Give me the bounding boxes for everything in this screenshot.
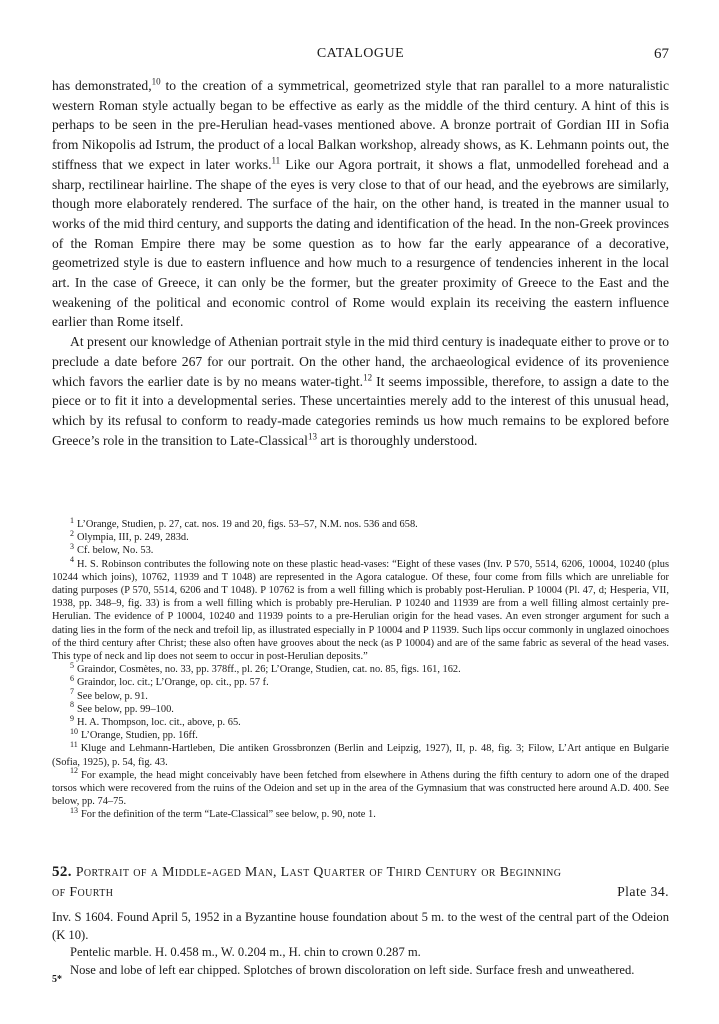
plate-reference: Plate 34. bbox=[617, 884, 669, 899]
footnote-text: L’Orange, Studien, p. 27, cat. nos. 19 and 20, figs. 53–57, N.M. nos. 536 and 658. bbox=[77, 519, 418, 530]
paragraph-1 bbox=[52, 76, 669, 332]
footnote bbox=[52, 515, 669, 531]
footnote bbox=[52, 555, 669, 664]
footnote-number: 8 bbox=[70, 700, 74, 710]
entry-heading bbox=[52, 862, 669, 882]
entry-inventory: Inv. S 1604. Found April 5, 1952 in a Byzantine house foundation about 5 m. to the west of the central part of the Odeion (K 10). bbox=[52, 910, 669, 942]
footnote-text: Graindor, loc. cit.; L’Orange, op. cit., pp. 57 f. bbox=[77, 677, 269, 689]
footnote-number: 6 bbox=[70, 673, 74, 683]
footnote-ref-10: 10 bbox=[151, 76, 161, 87]
footnote-text: H. S. Robinson contributes the following note on these plastic head-vases: “Eight of these vases (Inv. P 570, 5514, 6206, 10004, 10240 (plus 10244 which joins), 10762, 11939 and T 1048) are represented in the Agora catalogue. Of these, four come from fills which are unreliable for dating purposes (P 570, 5514, 6206 and T 1048). P 10762 is from a well filling which is probably post-Herulian. P 10004 (Pl. 47, d; Hesperia, VII, 1938, pp. 348–9, fig. 33) is from a well filling which is probably pre-Herulian. P 10240 and 11939 are from a well filling almost certainly pre-Herulian. The evidence of P 10004, 10240 and 11939 points to a pre-Herulian origin for the head vases. An even stronger argument for such a dating lies in the form of the neck and trefoil lip, as illustrated especially in P 10004 and P 11939. Such lips occur commonly in unglazed oinochoes of the third century after Christ; these also often have grooves about the neck (as P 10004) and are of the same fabric as several of the head vases. This type of neck and lip does not seem to occur in post-Herulian deposits.” bbox=[52, 558, 669, 663]
footnote-text: H. A. Thompson, loc. cit., above, p. 65. bbox=[77, 717, 241, 729]
footnote bbox=[52, 541, 669, 557]
footnote bbox=[52, 726, 669, 742]
footnote-number: 5 bbox=[70, 660, 74, 670]
footnote bbox=[52, 687, 669, 703]
footnote-number: 7 bbox=[70, 687, 74, 697]
footnote bbox=[52, 660, 669, 676]
footnote-number: 10 bbox=[70, 726, 78, 736]
footnote bbox=[52, 673, 669, 689]
footnote bbox=[52, 766, 669, 809]
entry-title-line-1: Portrait of a Middle-aged Man, Last Quarter of Third Century or Beginning bbox=[75, 864, 562, 879]
footnote-number: 2 bbox=[70, 528, 74, 538]
catalogue-entry bbox=[52, 862, 669, 979]
footnote-text: Olympia, III, p. 249, 283d. bbox=[77, 532, 189, 544]
text-run: Like our Agora portrait, it shows a flat, unmodelled forehead and a sharp, rectilinear hairline. The shape of the eyes is very close to that of our head, and the eyebrows are similarly, though more elaborately rendered. The surface of the hair, on the other hand, is treated in the manner usual to works of the mid third century, and supports the dating and identification of the head. In the non-Greek provinces of the Roman Empire there may be some question as to how far the early appearance of a decorative, geometrized style is due to eastern influence and how much to a resurgence of tendencies inherent in the local art. In the case of Greece, it can only be the former, but the greater proximity of Greece to the East and the weakening of the political and economic control of Rome would explain its receiving the eastern influence earlier than Rome itself. bbox=[52, 156, 670, 330]
text-run: to the creation of a symmetrical, geometrized style that ran parallel to a more naturalistic western Roman style actually began to be effective as early as the middle of the third century. A hint of this is perhaps to be seen in the pre-Herulian head-vases mentioned above. A bronze portrait of Gordian III in Sofia from Nikopolis ad Istrum, the product of a local Balkan workshop, already shows, as K. Lehmann points out, the stiffness that we expect in later works. bbox=[52, 78, 669, 172]
footnote-ref-11: 11 bbox=[271, 155, 281, 166]
page-number: 67 bbox=[654, 46, 669, 62]
footnote-number: 13 bbox=[70, 806, 78, 815]
signature-mark: 5* bbox=[52, 974, 62, 985]
footnote-text: See below, pp. 99–100. bbox=[77, 703, 174, 715]
footnote-text: L’Orange, Studien, pp. 16ff. bbox=[81, 730, 198, 742]
footnote-text: For the definition of the term “Late-Classical” see below, p. 90, note 1. bbox=[81, 809, 376, 821]
text-run: has demonstrated, bbox=[52, 78, 152, 93]
entry-heading-line-2 bbox=[52, 882, 669, 902]
footnote-text: Cf. below, No. 53. bbox=[77, 545, 154, 557]
paragraph-2 bbox=[52, 332, 669, 450]
running-head bbox=[52, 46, 669, 64]
text-run: art is thoroughly understood. bbox=[316, 432, 478, 448]
footnote bbox=[52, 808, 669, 821]
footnote-ref-12: 12 bbox=[363, 372, 373, 383]
footnote-text: See below, p. 91. bbox=[77, 690, 148, 702]
footnote-text: Graindor, Cosmètes, no. 33, pp. 378ff., pl. 26; L’Orange, Studien, cat. no. 85, figs. 161, 162. bbox=[77, 664, 461, 676]
footnotes bbox=[52, 515, 669, 822]
text-run: At present our knowledge of Athenian portrait style in the mid third century is inadequate either to prove or to preclude a date before 267 for our portrait. On the other hand, the archaeological evidence of its provenience which favors the earlier date is by no means water-tight. bbox=[52, 334, 669, 389]
footnote-text: Kluge and Lehmann-Hartleben, Die antiken Grossbronzen (Berlin and Leipzig, 1927), II, p. 48, fig. 3; Filow, L’Art antique en Bulgarie (Sofia, 1925), p. 54, fig. 43. bbox=[52, 743, 669, 768]
entry-title-line-2: of Fourth bbox=[52, 884, 114, 899]
footnote-number: 11 bbox=[70, 739, 78, 749]
entry-condition: Nose and lobe of left ear chipped. Splotches of brown discoloration on left side. Surface fresh and unweathered. bbox=[70, 962, 635, 977]
footnote bbox=[52, 700, 669, 716]
footnote bbox=[52, 528, 669, 544]
text-run: It seems impossible, therefore, to assign a date to the piece or to fit it into a developmental series. These uncertainties merely add to the interest of this unusual head, which by its refusal to conform to ready-made categories reminds us how much remains to be explored before Greece’s role in the transition to Late-Classical bbox=[52, 373, 669, 448]
footnote-number: 1 bbox=[70, 515, 74, 525]
footnote-number: 3 bbox=[70, 541, 74, 551]
footnote-number: 4 bbox=[70, 555, 74, 565]
main-text bbox=[52, 76, 669, 450]
footnote-text: For example, the head might conceivably have been fetched from elsewhere in Athens during the fifth century to adorn one of the draped torsos which were recovered from the ruins of the Odeion and set up in the area of the Gymnasium that was constructed here around A.D. 400. See below, pp. 74–75. bbox=[52, 769, 669, 808]
footnote-ref-13: 13 bbox=[307, 431, 317, 442]
entry-details bbox=[52, 909, 669, 979]
footnote bbox=[52, 739, 669, 768]
running-title: CATALOGUE bbox=[316, 46, 405, 61]
entry-number: 52. bbox=[52, 864, 72, 880]
entry-material: Pentelic marble. H. 0.458 m., W. 0.204 m., H. chin to crown 0.287 m. bbox=[70, 945, 421, 959]
footnote-number: 12 bbox=[70, 766, 78, 776]
footnote-number: 9 bbox=[70, 713, 74, 723]
footnote bbox=[52, 713, 669, 729]
